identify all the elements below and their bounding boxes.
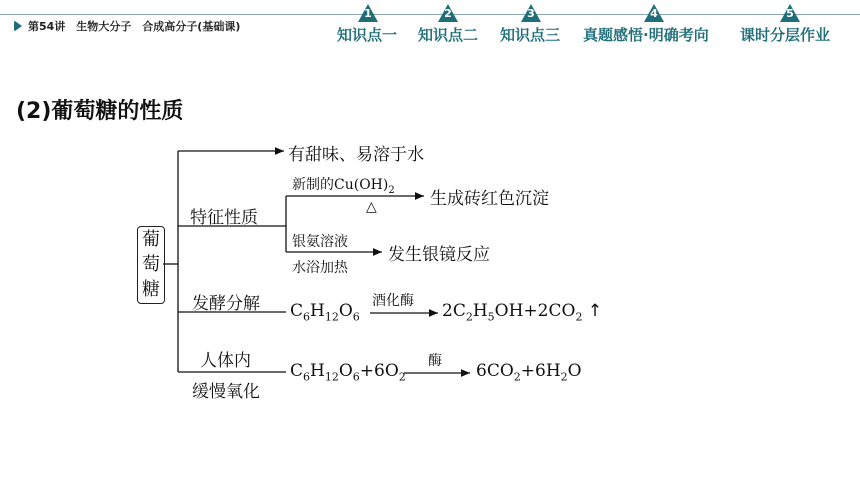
nav-badge-3: 3 (521, 4, 541, 22)
root-char-2: 萄 (142, 254, 160, 275)
sub1-reagent: 新制的$Cu(OH)_2$ (292, 177, 395, 196)
nav-tab-1[interactable]: 知识点一 (337, 26, 398, 44)
branch4-reactants: $C_6H_{12}O_6+6O_2$ (290, 361, 406, 384)
branch4-products: $6CO_2+6H_2O$ (476, 361, 582, 384)
nav-tab-3[interactable]: 知识点三 (500, 26, 561, 44)
sub2-result: 发生银镜反应 (388, 245, 490, 265)
heat-symbol: △ (366, 199, 377, 215)
branch4-catalyst: 酶 (428, 353, 442, 369)
nav-badge-1: 1 (358, 4, 378, 22)
nav-badge-4: 4 (644, 4, 664, 22)
branch1-result: 有甜味、易溶于水 (288, 145, 424, 165)
nav-tab-5[interactable]: 课时分层作业 (740, 26, 831, 44)
branch3-products: $2C_2H_5OH+2CO_2$ ↑ (442, 301, 603, 324)
glucose-root-box (137, 226, 165, 304)
branch3-label: 发酵分解 (192, 294, 260, 314)
branch4-label-bottom: 缓慢氧化 (192, 382, 260, 402)
sub1-result: 生成砖红色沉淀 (430, 189, 549, 209)
root-char-3: 糖 (142, 279, 160, 300)
nav-badge-5: 5 (780, 4, 800, 22)
sub2-reagent: 银氨溶液 (292, 234, 348, 250)
root-char-1: 葡 (142, 229, 160, 250)
nav-tab-4[interactable]: 真题感悟·明确考向 (583, 26, 709, 44)
branch3-formula: $C_6H_{12}O_6$ (290, 301, 360, 324)
branch3-catalyst: 酒化酶 (372, 293, 414, 309)
sub2-condition: 水浴加热 (292, 260, 348, 276)
nav-badge-2: 2 (438, 4, 458, 22)
branch4-label-top: 人体内 (200, 351, 251, 371)
nav-tab-2[interactable]: 知识点二 (418, 26, 479, 44)
section-title: (2)葡萄糖的性质 (16, 99, 184, 124)
lecture-title-text: 第54讲 生物大分子 合成高分子(基础课) (28, 20, 241, 33)
branch2-label: 特征性质 (190, 208, 258, 228)
